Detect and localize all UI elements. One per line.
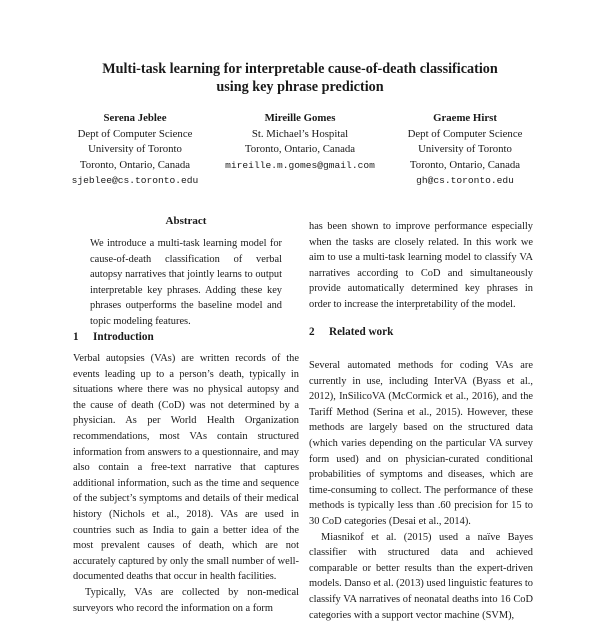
author-1 xyxy=(50,111,220,189)
paragraph: Typically, VAs are collected by non-medical surveyors who record the information on a form xyxy=(73,586,299,614)
abstract-heading: Abstract xyxy=(165,215,207,227)
title-line-2: using key phrase prediction xyxy=(216,79,384,95)
section-title: Related work xyxy=(329,326,394,338)
section-number: 1 xyxy=(73,331,79,343)
author-email: sjeblee@cs.toronto.edu xyxy=(71,175,199,186)
author-2 xyxy=(215,111,385,173)
paper-title xyxy=(0,60,600,96)
author-name: Serena Jeblee xyxy=(103,112,167,124)
section-heading-related-work xyxy=(309,326,393,338)
paragraph: has been shown to improve performance especially when the tasks are closely related. In this work we aim to use a multi-task learning model to classify VA narratives according to CoD and simultaneously provide automatically determined key phrases in order to increase the interpretability of the model. xyxy=(309,221,533,310)
section-number: 2 xyxy=(309,326,315,338)
author-affiliation: Dept of Computer Science xyxy=(77,127,193,140)
paragraph: Miasnikof et al. (2015) used a naïve Bayes classifier with structured data and achieved comparable or better results than the expert-driven models. Danso et al. (2013) used linguistic features to classify VA narratives of neonatal deaths into 16 CoD categories with a support vector machine (SVM), xyxy=(309,531,533,621)
author-name: Mireille Gomes xyxy=(264,112,336,124)
introduction-continuation xyxy=(309,219,533,313)
author-name: Graeme Hirst xyxy=(433,112,497,124)
abstract-text: We introduce a multi-task learning model for cause-of-death classification of verbal autopsy narratives that jointly learns to output interpretable key phrases. Adding these key phrases outperforms the baseline model and topic modeling features. xyxy=(90,238,282,327)
author-affiliation: Toronto, Ontario, Canada xyxy=(244,143,356,155)
author-email: mireille.m.gomes@gmail.com xyxy=(225,159,375,171)
introduction-body xyxy=(73,351,299,616)
section-title: Introduction xyxy=(93,331,154,343)
author-affiliation: University of Toronto xyxy=(418,143,512,155)
paragraph: Several automated methods for coding VAs are currently in use, including InterVA (Byass et al., 2012), InSilicoVA (McCormick et al., 2016), and the Tariff Method (Serina et al., 2015). However, these methods are largely based on the structured data (which varies depending on the particular VA survey form used) and on physician-curated conditional probabilities of symptoms and diseases, which are time-consuming to collect. The performance of these methods is typically less than .60 precision for 15 to 30 CoD categories (Desai et al., 2014). xyxy=(309,360,533,527)
author-email: gh@cs.toronto.edu xyxy=(416,175,514,186)
paragraph: Verbal autopsies (VAs) are written records of the events leading up to a person’s death, typically in situations where there was no physical autopsy and the cause of death (CoD) was not determined by a physician. As per World Health Organization recommendations, most VAs contain structured information from answers to a questionnaire, and may also contain a free-text narrative that captures additional information, such as the time and sequence of the subject’s symptoms and details of their medical history (Nichols et al., 2018). VAs are used in countries such as India to gain a better idea of the most prevalent causes of death, which are not accurately captured by only the small number of well-documented deaths that occur in health facilities. xyxy=(73,353,299,583)
author-affiliation: Toronto, Ontario, Canada xyxy=(409,158,521,171)
author-affiliation: University of Toronto xyxy=(88,143,182,155)
title-line-1: Multi-task learning for interpretable cause-of-death classification xyxy=(102,61,498,77)
author-3 xyxy=(380,111,550,189)
section-heading-introduction xyxy=(73,331,154,343)
author-affiliation: St. Michael’s Hospital xyxy=(251,127,349,140)
author-affiliation: Toronto, Ontario, Canada xyxy=(79,158,191,171)
related-work-body xyxy=(309,358,533,623)
author-affiliation: Dept of Computer Science xyxy=(407,127,523,140)
